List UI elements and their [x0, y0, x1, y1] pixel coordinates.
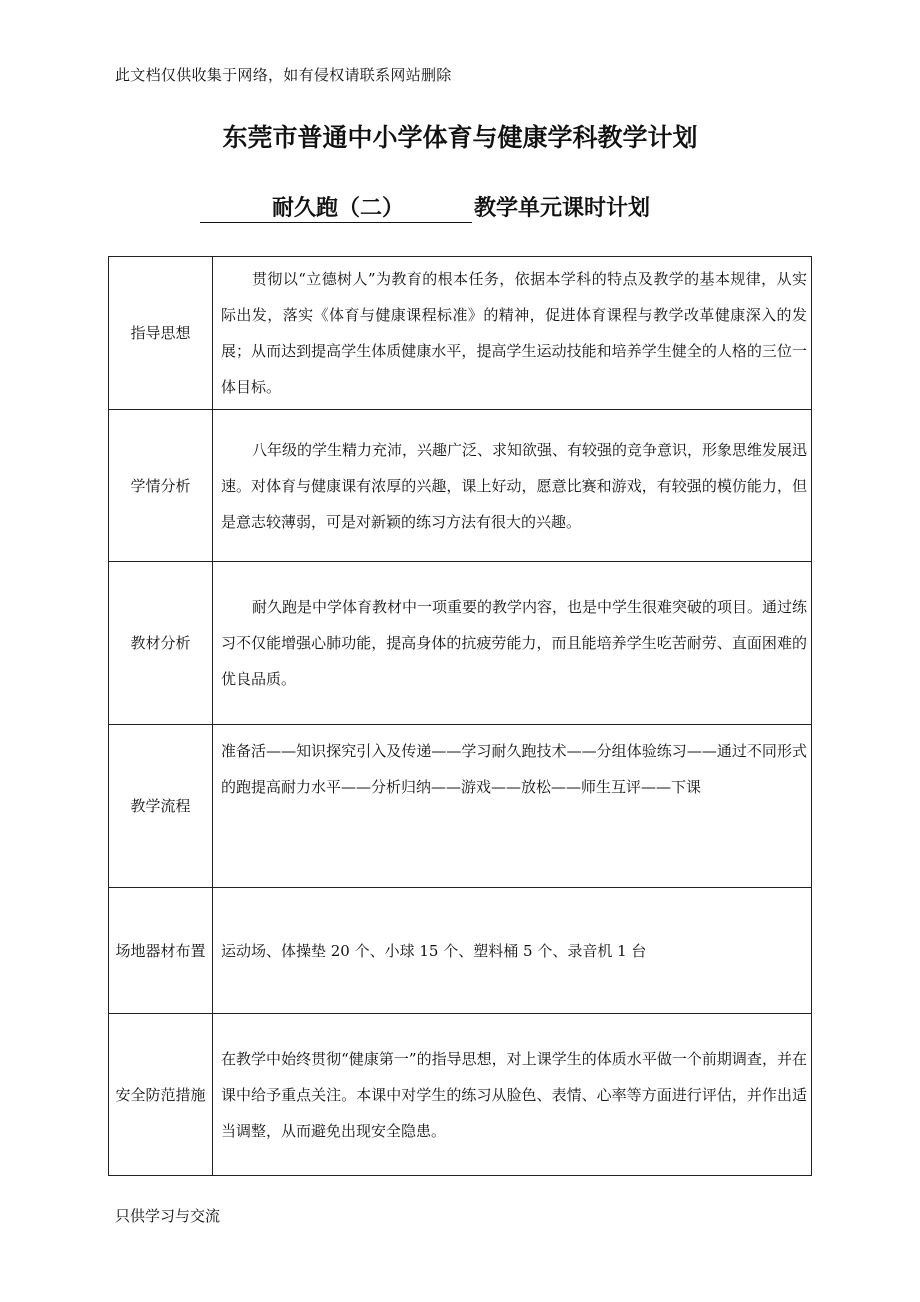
subtitle-suffix: 教学单元课时计划 [474, 196, 651, 221]
row-label: 指导思想 [109, 257, 213, 410]
document-title: 东莞市普通中小学体育与健康学科教学计划 [222, 123, 698, 152]
table-row [109, 888, 812, 1014]
safety-measures-text: 在教学中始终贯彻“健康第一”的指导思想，对上课学生的体质水平做一个前期调查，并在课中给予重点关注。本课中对学生的练习从脸色、表情、心率等方面进行评估，并作出适当调整，从而避免出现安全隐患。 [221, 1049, 807, 1140]
lesson-plan-table [108, 256, 812, 1176]
row-content [213, 888, 812, 1014]
guiding-ideology-text: 贯彻以“立德树人”为教育的根本任务，依据本学科的特点及教学的基本规律，从实际出发，落实《体育与健康课程标准》的精神，促进体育课程与教学改革健康深入的发展；从而达到提高学生体质健康水平，提高学生运动技能和培养学生健全的人格的三位一体目标。 [221, 270, 807, 396]
table-row [109, 257, 812, 410]
teaching-flow-text: 准备活——知识探究引入及传递——学习耐久跑技术——分组体验练习——通过不同形式的跑提高耐力水平——分析归纳——游戏——放松——师生互评——下课 [221, 742, 807, 796]
table-row [109, 725, 812, 888]
row-label: 教学流程 [109, 725, 213, 888]
row-content [213, 1014, 812, 1176]
row-label: 教材分析 [109, 562, 213, 725]
unit-subtitle [200, 191, 650, 223]
copyright-header-note: 此文档仅供收集于网络，如有侵权请联系网站删除 [115, 66, 452, 84]
table-row [109, 410, 812, 562]
table-row [109, 562, 812, 725]
row-content [213, 410, 812, 562]
row-label: 安全防范措施 [109, 1014, 213, 1176]
material-analysis-text: 耐久跑是中学体育教材中一项重要的教学内容，也是中学生很难突破的项目。通过练习不仅能增强心肺功能，提高身体的抗疲劳能力，而且能培养学生吃苦耐劳、直面困难的优良品质。 [221, 598, 808, 688]
table-row [109, 1014, 812, 1176]
row-content [213, 257, 812, 410]
student-analysis-text: 八年级的学生精力充沛，兴趣广泛、求知欲强、有较强的竞争意识，形象思维发展迅速。对体育与健康课有浓厚的兴趣，课上好动，愿意比赛和游戏，有较强的模仿能力，但是意志较薄弱，可是对新颖的练习方法有很大的兴趣。 [221, 440, 808, 531]
row-label: 场地器材布置 [109, 888, 213, 1014]
footer-note: 只供学习与交流 [115, 1207, 221, 1225]
unit-name: 耐久跑（二） [200, 191, 472, 223]
row-content [213, 562, 812, 725]
row-content [213, 725, 812, 888]
row-label: 学情分析 [109, 410, 213, 562]
equipment-text: 运动场、体操垫 20 个、小球 15 个、塑料桶 5 个、录音机 1 台 [221, 941, 647, 960]
